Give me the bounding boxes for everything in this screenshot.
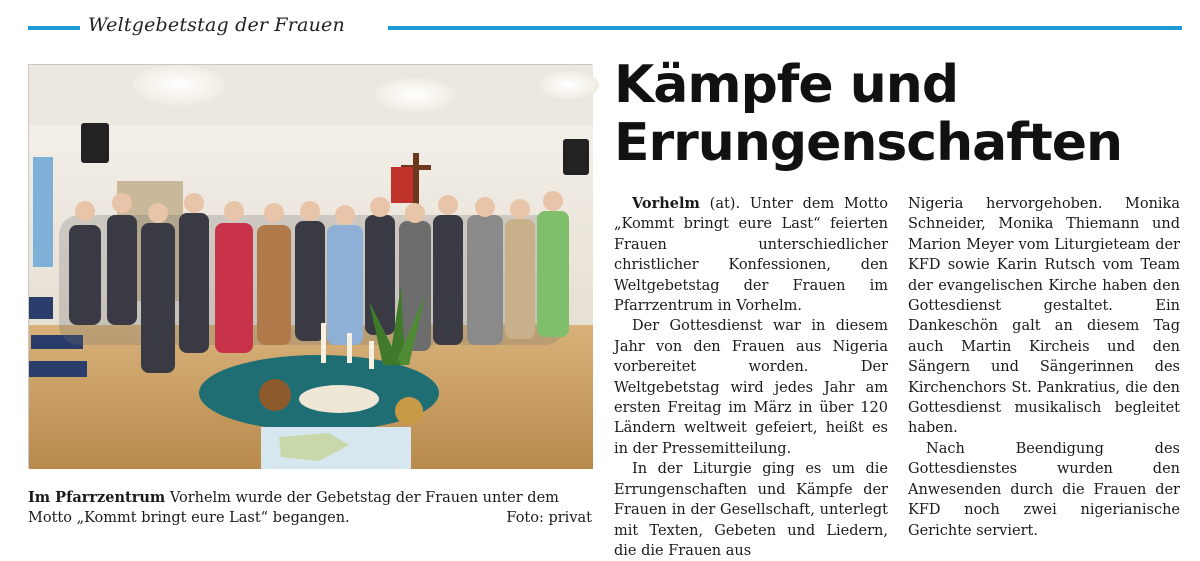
article-column-2	[908, 194, 1180, 541]
photo-credit: Foto: privat	[506, 510, 592, 526]
headline-line-2: Errungenschaften	[614, 113, 1123, 173]
caption-text-2: Motto „Kommt bringt eure Last“ begangen.	[28, 510, 350, 526]
paragraph: In der Liturgie ging es um die Errungenschaften und Kämpfe der Frauen in der Gesellschaft, unterlegt mit Texten, Gebeten und Liedern, die die Frauen aus	[614, 461, 888, 559]
caption-text-1: Vorhelm wurde der Gebetstag der Frauen unter dem	[165, 490, 559, 506]
photo-caption	[28, 488, 592, 528]
group-photo-illustration	[29, 65, 593, 469]
article-column-1	[614, 194, 888, 561]
rubric-rule-right	[388, 26, 1182, 30]
article-photo	[28, 64, 592, 468]
dateline: Vorhelm	[632, 195, 700, 212]
paragraph: Nach Beendigung des Gottesdienstes wurden den Anwesenden durch die Frauen der KFD noch zwei nigerianische Gerichte serviert.	[908, 440, 1180, 539]
paragraph	[614, 194, 888, 316]
rubric-rule-left	[28, 26, 80, 30]
headline-line-1: Kämpfe und	[614, 55, 959, 115]
rubric-title: Weltgebetstag der Frauen	[88, 14, 345, 36]
paragraph: Nigeria hervorgehoben. Monika Schneider, Monika Thiemann und Marion Meyer vom Liturgieteam der KFD sowie Karin Rutsch vom Team der evangelischen Kirche haben den Gottesdienst gestaltet. Ein Dankeschön galt an diesem Tag auch Martin Kircheis und den Sängern und Sängerinnen des Kirchenchors St. Pankratius, die den Gottesdienst musikalisch begleitet haben.	[908, 196, 1180, 437]
caption-line-1	[28, 488, 592, 508]
paragraph: Der Gottesdienst war in diesem Jahr von den Frauen aus Nigeria vorbereitet worden. Der Weltgebetstag wird jedes Jahr am ersten Freitag im März in über 120 Ländern weltweit gefeiert, heißt es in der Pressemitteilung.	[614, 318, 888, 457]
caption-lead: Im Pfarrzentrum	[28, 489, 166, 506]
paragraph-text: (at). Unter dem Motto „Kommt bringt eure Last“ feierten Frauen unterschiedlicher christlicher Konfessionen, den Weltgebetstag der Frauen im Pfarrzentrum in Vorhelm.	[614, 196, 888, 315]
article-headline	[614, 56, 1184, 172]
section-rubric	[28, 10, 1182, 44]
